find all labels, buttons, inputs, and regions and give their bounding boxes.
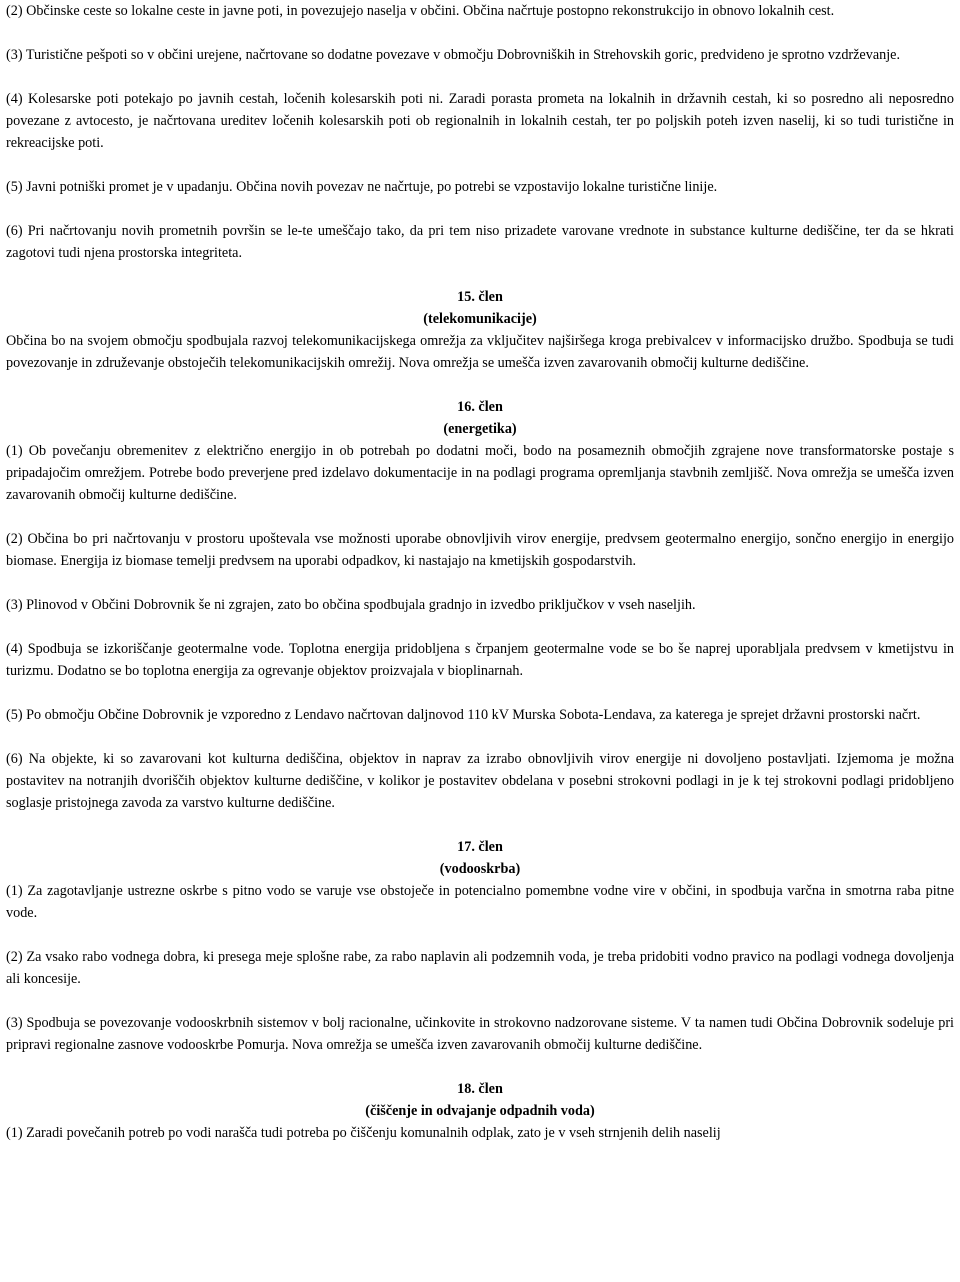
paragraph: (4) Kolesarske poti potekajo po javnih cestah, ločenih kolesarskih poti ni. Zaradi porasta prometa na lokalnih in državnih cestah, ki so posredno ali neposredno povezane z avtocesto, je načrtovana ureditev ločenih kolesarskih poti ob regionalnih in lokalnih cestah, ter po poljskih poteh izven naselij, ki so tudi turistične in rekreacijske poti. (6, 91, 954, 151)
article-number: 17. člen (457, 839, 503, 855)
paragraph: (2) Za vsako rabo vodnega dobra, ki presega meje splošne rabe, za rabo naplavin ali podzemnih voda, je treba pridobiti vodno pravico na podlagi vodnega dovoljenja ali koncesije. (6, 949, 954, 987)
article-15 (6, 286, 954, 374)
article-title: (vodooskrba) (439, 861, 521, 877)
article-16 (6, 396, 954, 814)
article-number: 18. člen (457, 1081, 503, 1097)
paragraph: (5) Po območju Občine Dobrovnik je vzporedno z Lendavo načrtovan daljnovod 110 kV Murska Sobota-Lendava, za katerega je sprejet državni prostorski načrt. (6, 707, 921, 723)
paragraph: (1) Za zagotavljanje ustrezne oskrbe s pitno vodo se varuje vse obstoječe in potencialno pomembne vodne vire v občini, in spodbuja varčna in smotrna raba pitne vode. (6, 883, 954, 921)
article-number: 15. člen (457, 289, 503, 305)
paragraph: (1) Zaradi povečanih potreb po vodi narašča tudi potreba po čiščenju komunalnih odplak, zato je v vseh strnjenih delih naselij (6, 1125, 721, 1141)
paragraph: (4) Spodbuja se izkoriščanje geotermalne vode. Toplotna energija pridobljena s črpanjem geotermalne vode se bo še naprej uporabljala predvsem v kmetijstvu in turizmu. Dodatno se bo toplotna energija za ogrevanje objektov proizvajala v bioplinarnah. (6, 641, 954, 679)
article-title: (čiščenje in odvajanje odpadnih voda) (365, 1103, 595, 1119)
paragraph: (2) Občina bo pri načrtovanju v prostoru upoštevala vse možnosti uporabe obnovljivih virov energije, predvsem geotermalno energijo, sončno energijo in energijo biomase. Energija iz biomase temelji predvsem na uporabi odpadkov, ki nastajajo na kmetijskih gospodarstvih. (6, 531, 954, 569)
paragraph: Občina bo na svojem območju spodbujala razvoj telekomunikacijskega omrežja za vključitev najširšega kroga prebivalcev v informacijsko družbo. Spodbuja se tudi povezovanje in združevanje obstoječih telekomunikacijskih omrežij. Nova omrežja se umešča izven zavarovanih območij kulturne dediščine. (6, 333, 954, 371)
paragraph: (3) Spodbuja se povezovanje vodooskrbnih sistemov v bolj racionalne, učinkovite in strokovno nadzorovane sisteme. V ta namen tudi Občina Dobrovnik sodeluje pri pripravi regionalne zasnove vodooskrbe Pomurja. Nova omrežja se umešča izven zavarovanih območij kulturne dediščine. (6, 1015, 954, 1053)
paragraph: (1) Ob povečanju obremenitev z električno energijo in ob potrebah po dodatni moči, bodo na posameznih območjih zgrajene nove transformatorske postaje s pripadajočim omrežjem. Potrebe bodo preverjene pred izdelavo dokumentacije in na podlagi programa opremljanja stavbnih zemljišč. Nova omrežja se umešča izven zavarovanih območij kulturne dediščine. (6, 443, 954, 503)
paragraph: (2) Občinske ceste so lokalne ceste in javne poti, in povezujejo naselja v občini. Občina načrtuje postopno rekonstrukcijo in obnovo lokalnih cest. (6, 3, 835, 19)
article-17 (6, 836, 954, 1056)
article-title: (telekomunikacije) (423, 311, 537, 327)
article-number: 16. člen (457, 399, 503, 415)
article-title: (energetika) (443, 421, 517, 437)
paragraph: (6) Pri načrtovanju novih prometnih površin se le-te umeščajo tako, da pri tem niso prizadete varovane vrednote in substance kulturne dediščine, ter da se hkrati zagotovi tudi njena prostorska integriteta. (6, 223, 954, 261)
paragraph: (6) Na objekte, ki so zavarovani kot kulturna dediščina, objektov in naprav za izrabo obnovljivih virov energije ni dovoljeno postavljati. Izjemoma je možna postavitev na notranjih dvoriščih objektov kulturne dediščine, v kolikor je postavitev obdelana v posebni strokovni podlagi in je k tej strokovni podlagi pridobljeno soglasje pristojnega zavoda za varstvo kulturne dediščine. (6, 751, 954, 811)
article-18 (6, 1078, 954, 1144)
paragraph: (3) Turistične pešpoti so v občini urejene, načrtovane so dodatne povezave v območju Dobrovniških in Strehovskih goric, predvideno je sprotno vzdrževanje. (6, 47, 900, 63)
paragraph: (3) Plinovod v Občini Dobrovnik še ni zgrajen, zato bo občina spodbujala gradnjo in izvedbo priključkov v vseh naseljih. (6, 597, 696, 613)
section-continuation (6, 0, 954, 264)
paragraph: (5) Javni potniški promet je v upadanju. Občina novih povezav ne načrtuje, po potrebi se vzpostavijo lokalne turistične linije. (6, 179, 718, 195)
